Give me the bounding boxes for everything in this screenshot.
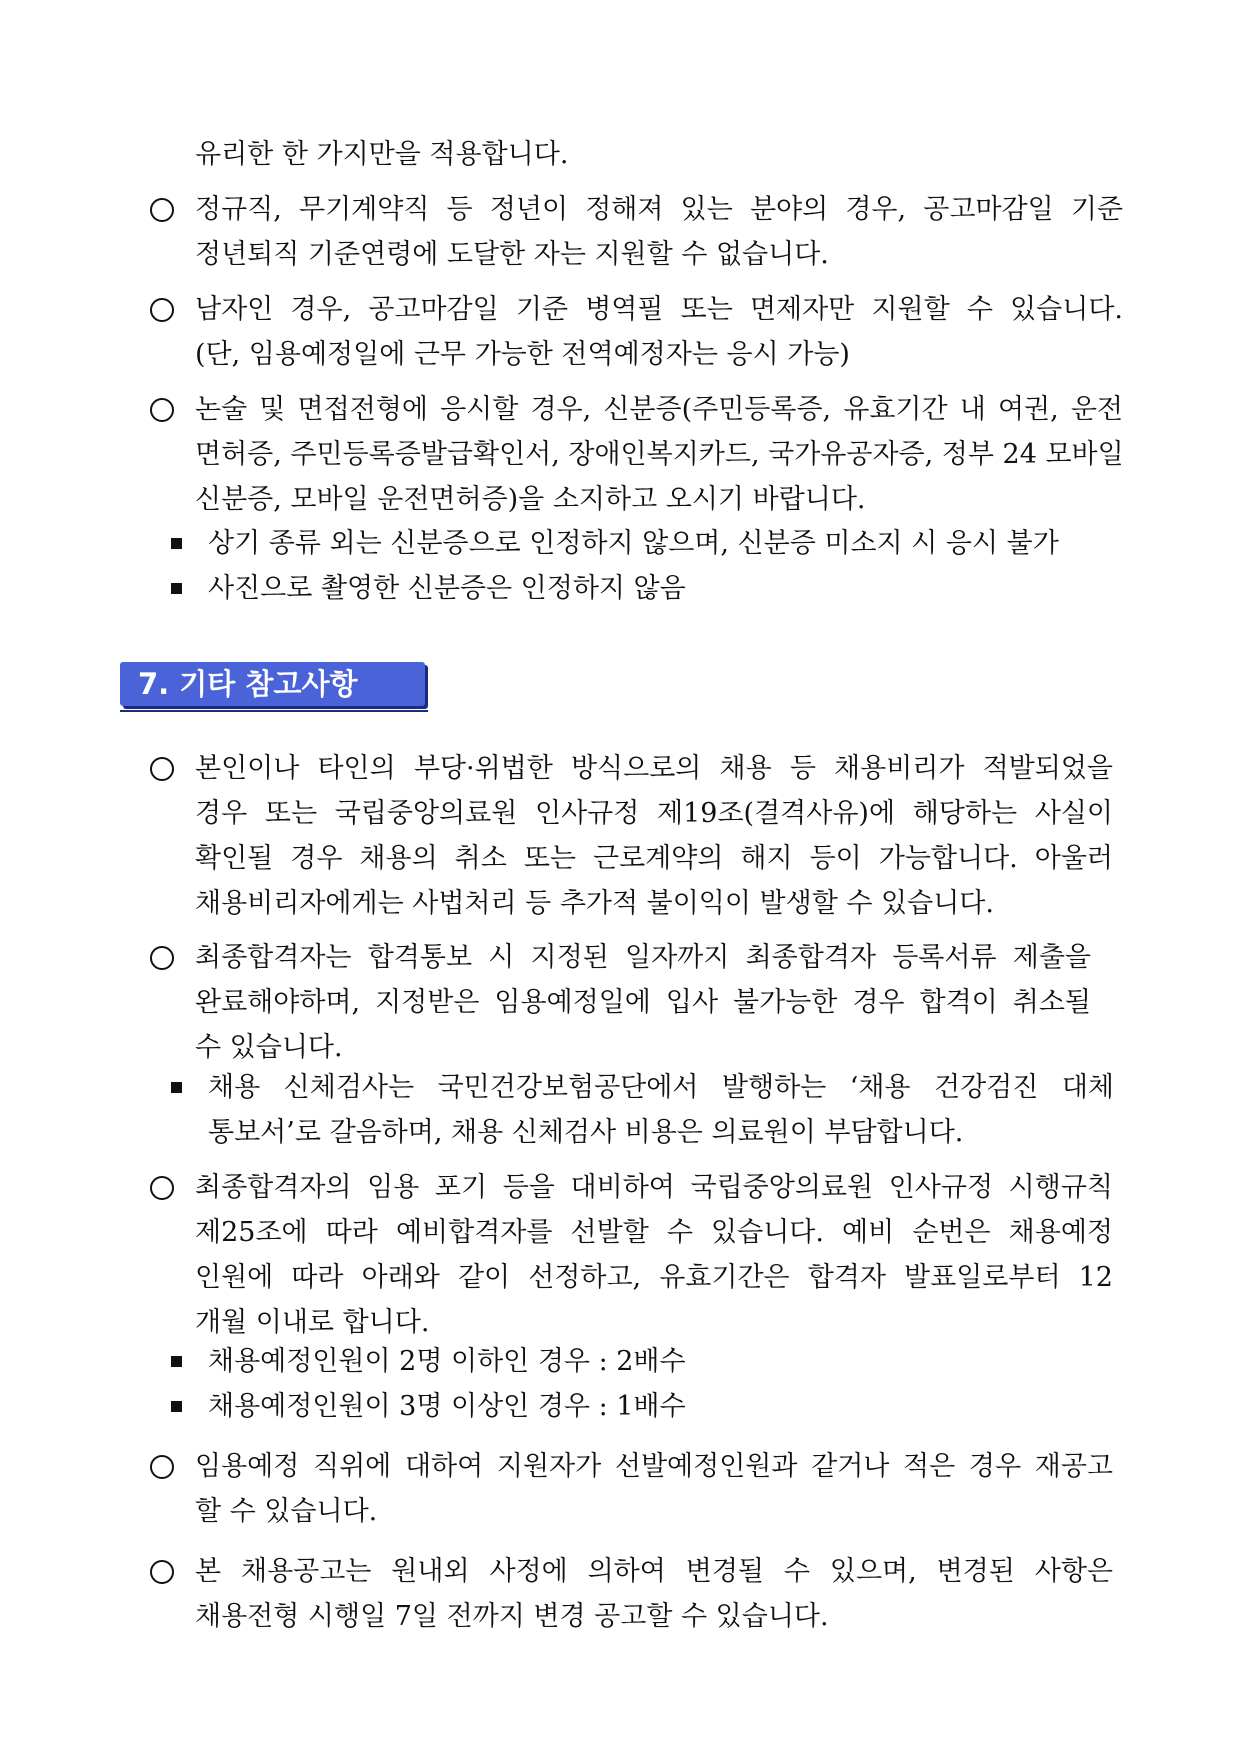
square-bullet-icon [171, 1082, 182, 1093]
circle-bullet-icon [150, 398, 174, 422]
item-text-line: 본 채용공고는 원내외 사정에 의하여 변경될 수 있으며, 변경된 사항은 [195, 1556, 1113, 1587]
circle-bullet-icon [150, 298, 174, 322]
item-text-line: 임용예정 직위에 대하여 지원자가 선발예정인원과 같거나 적은 경우 재공고 [195, 1451, 1113, 1482]
sub-item-text: 사진으로 촬영한 신분증은 인정하지 않음 [208, 573, 686, 604]
item-text-line: 정규직, 무기계약직 등 정년이 정해져 있는 분야의 경우, 공고마감일 기준 [195, 194, 1123, 225]
item-text-line: 최종합격자는 합격통보 시 지정된 일자까지 최종합격자 등록서류 제출을 [195, 942, 1091, 973]
circle-bullet-icon [150, 198, 174, 222]
item-text-line: 논술 및 면접전형에 응시할 경우, 신분증(주민등록증, 유효기간 내 여권, 운전 [195, 394, 1123, 425]
sub-item-text: 상기 종류 외는 신분증으로 인정하지 않으며, 신분증 미소지 시 응시 불가 [208, 528, 1059, 559]
circle-bullet-icon [150, 946, 174, 970]
item-text-line: 할 수 있습니다. [195, 1496, 378, 1527]
sub-item-text: 채용예정인원이 3명 이상인 경우 : 1배수 [208, 1391, 686, 1422]
circle-bullet-icon [150, 1176, 174, 1200]
sub-item-text: 통보서’로 갈음하며, 채용 신체검사 비용은 의료원이 부담합니다. [208, 1117, 964, 1148]
circle-bullet-icon [150, 1560, 174, 1584]
item-text-line: (단, 임용예정일에 근무 가능한 전역예정자는 응시 가능) [195, 339, 850, 370]
square-bullet-icon [171, 1401, 182, 1412]
item-text-line: 신분증, 모바일 운전면허증)을 소지하고 오시기 바랍니다. [195, 484, 866, 515]
section-title: 7. 기타 참고사항 [138, 667, 358, 701]
item-text-line: 정년퇴직 기준연령에 도달한 자는 지원할 수 없습니다. [195, 239, 829, 270]
sub-item-text: 채용예정인원이 2명 이하인 경우 : 2배수 [208, 1346, 686, 1377]
item-text-line: 수 있습니다. [195, 1032, 343, 1063]
square-bullet-icon [171, 583, 182, 594]
section-heading [120, 662, 425, 706]
circle-bullet-icon [150, 757, 174, 781]
item-text-line: 인원에 따라 아래와 같이 선정하고, 유효기간은 합격자 발표일로부터 12 [195, 1262, 1113, 1293]
item-text-line: 경우 또는 국립중앙의료원 인사규정 제19조(결격사유)에 해당하는 사실이 [195, 798, 1113, 829]
item-text-line: 완료해야하며, 지정받은 임용예정일에 입사 불가능한 경우 합격이 취소될 [195, 987, 1091, 1018]
item-text-line: 본인이나 타인의 부당·위법한 방식으로의 채용 등 채용비리가 적발되었을 [195, 753, 1113, 784]
item-text-line: 면허증, 주민등록증발급확인서, 장애인복지카드, 국가유공자증, 정부 24 모바일 [195, 439, 1124, 470]
square-bullet-icon [171, 1356, 182, 1367]
continuation-text: 유리한 한 가지만을 적용합니다. [195, 139, 569, 170]
item-text-line: 남자인 경우, 공고마감일 기준 병역필 또는 면제자만 지원할 수 있습니다. [195, 294, 1123, 325]
item-text-line: 채용전형 시행일 7일 전까지 변경 공고할 수 있습니다. [195, 1601, 829, 1632]
item-text-line: 개월 이내로 합니다. [195, 1307, 430, 1338]
item-text-line: 제25조에 따라 예비합격자를 선발할 수 있습니다. 예비 순번은 채용예정 [195, 1217, 1113, 1248]
square-bullet-icon [171, 538, 182, 549]
sub-item-text: 채용 신체검사는 국민건강보험공단에서 발행하는 ‘채용 건강검진 대체 [208, 1072, 1114, 1103]
heading-underline [120, 710, 428, 712]
item-text-line: 확인될 경우 채용의 취소 또는 근로계약의 해지 등이 가능합니다. 아울러 [195, 843, 1113, 874]
item-text-line: 최종합격자의 임용 포기 등을 대비하여 국립중앙의료원 인사규정 시행규칙 [195, 1172, 1113, 1203]
item-text-line: 채용비리자에게는 사법처리 등 추가적 불이익이 발생할 수 있습니다. [195, 888, 994, 919]
circle-bullet-icon [150, 1455, 174, 1479]
